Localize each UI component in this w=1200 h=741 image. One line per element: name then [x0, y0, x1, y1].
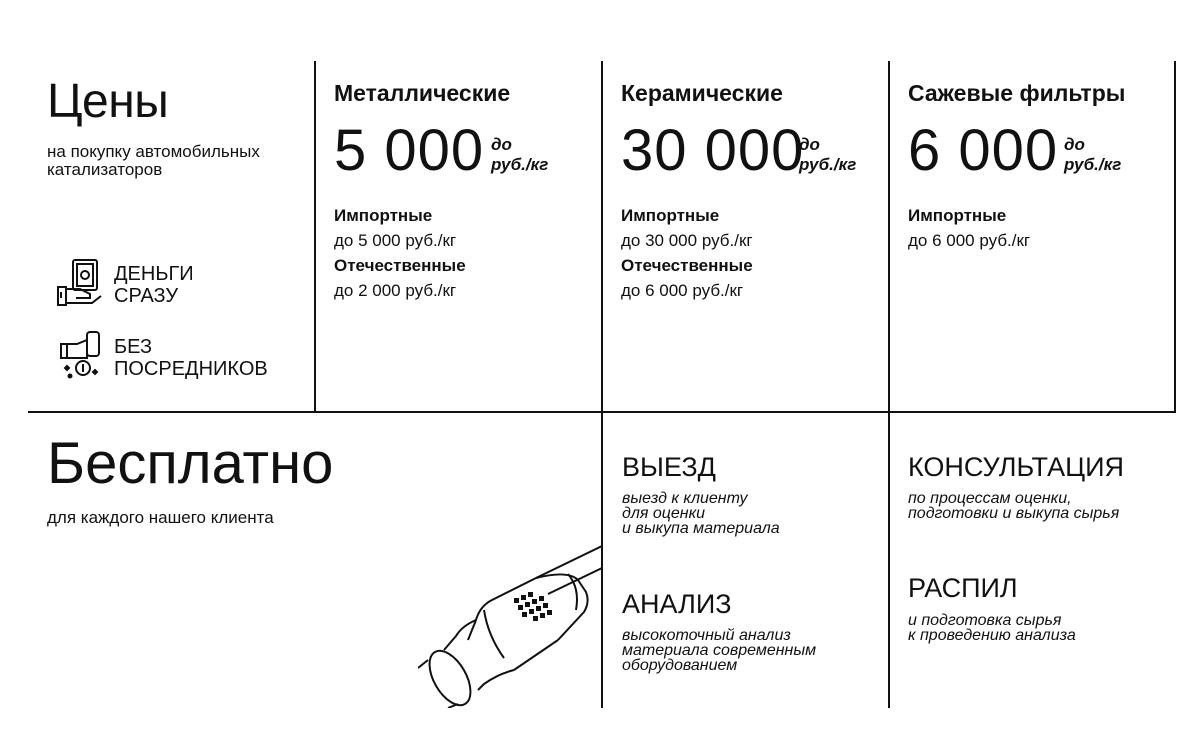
category-price-soot: 6 000: [908, 118, 1059, 183]
service-desc-consult: по процессам оценки, подготовки и выкупа сырья: [908, 490, 1120, 522]
catalytic-converter-icon: [418, 540, 602, 708]
category-details-soot: Импортные до 6 000 руб./кг: [908, 206, 1031, 250]
category-price-metal: 5 000: [334, 118, 485, 183]
money-hand-icon: [55, 257, 105, 307]
service-title-cutting: РАСПИЛ: [908, 573, 1018, 603]
service-title-consult: КОНСУЛЬТАЦИЯ: [908, 452, 1124, 482]
prices-title: Цены: [47, 75, 169, 128]
category-unit-ceramic: до руб./кг: [799, 135, 857, 174]
service-desc-analysis: высокоточный анализ материала современным оборудованием: [622, 627, 817, 674]
category-title-ceramic: Керамические: [621, 80, 783, 106]
divider-col-4: [1174, 61, 1176, 412]
divider-col-3: [888, 61, 890, 708]
divider-col-1: [314, 61, 316, 412]
service-desc-visit: выезд к клиенту для оценки и выкупа материала: [622, 490, 780, 537]
service-title-visit: ВЫЕЗД: [622, 452, 716, 482]
hand-coin-icon: [57, 330, 107, 380]
category-price-ceramic: 30 000: [621, 118, 805, 183]
prices-subtitle: на покупку автомобильных катализаторов: [47, 142, 260, 179]
free-title: Бесплатно: [47, 431, 334, 496]
category-unit-metal: до руб./кг: [491, 135, 549, 174]
free-subtitle: для каждого нашего клиента: [47, 508, 274, 527]
divider-row: [28, 411, 1176, 413]
category-title-metal: Металлические: [334, 80, 511, 106]
category-details-ceramic: Импортные до 30 000 руб./кг Отечественные до 6 000 руб./кг: [621, 206, 753, 300]
category-details-metal: Импортные до 5 000 руб./кг Отечественные до 2 000 руб./кг: [334, 206, 466, 300]
service-title-analysis: АНАЛИЗ: [622, 589, 732, 619]
service-desc-cutting: и подготовка сырья к проведению анализа: [908, 612, 1076, 644]
category-title-soot: Сажевые фильтры: [908, 80, 1126, 106]
feature-money-label: ДЕНЬГИ СРАЗУ: [114, 263, 194, 307]
feature-direct-label: БЕЗ ПОСРЕДНИКОВ: [114, 336, 268, 380]
category-unit-soot: до руб./кг: [1064, 135, 1122, 174]
